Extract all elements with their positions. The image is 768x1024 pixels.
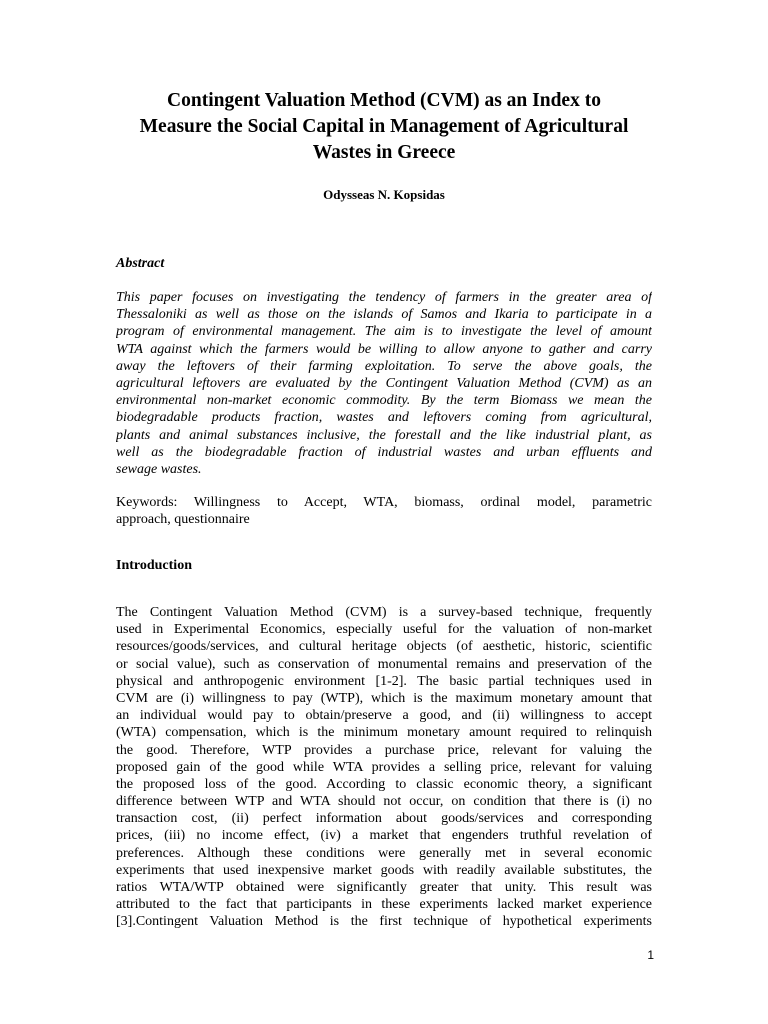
introduction-line: resources/goods/services, and cultural heritage objects (of aesthetic, historic, scientific [116,639,652,655]
introduction-line: The Contingent Valuation Method (CVM) is a survey-based technique, frequently [116,605,652,620]
introduction-line: or social value), such as conservation of monumental remains and preservation of the [116,656,652,672]
introduction-heading: Introduction [116,558,192,573]
keywords [116,494,652,528]
title-line: Contingent Valuation Method (CVM) as an Index to [167,90,601,111]
introduction-line: prices, (iii) no income effect, (iv) a market that engenders truthful revelation of [116,828,652,844]
abstract-body [116,289,652,478]
introduction-line: proposed gain of the good while WTA provides a selling price, relevant for valuing [116,759,652,775]
introduction-line: the proposed loss of the good. According to classic economic theory, a significant [116,776,652,792]
abstract-line: away the leftovers of their farming exploitation. To serve the above goals, the [116,358,652,374]
title-line: Wastes in Greece [312,142,456,163]
introduction-line: CVM are (i) willingness to pay (WTP), which is the maximum monetary amount that [116,690,652,706]
introduction-line: experiments that used inexpensive market goods with readily available substitutes, the [116,862,652,878]
introduction-line: (WTA) compensation, which is the minimum monetary amount required to relinquish [116,725,652,741]
abstract-line: WTA against which the farmers would be willing to allow anyone to gather and carry [116,341,652,357]
abstract-line: program of environmental management. The aim is to investigate the level of amount [116,324,652,340]
keywords-line: approach, questionnaire [116,512,250,528]
abstract-line: agricultural leftovers are evaluated by the Contingent Valuation Method (CVM) as an [116,375,652,391]
abstract-line: plants and animal substances inclusive, the forestall and the like industrial plant, as [116,427,652,443]
title-line: Measure the Social Capital in Management of Agricultural [139,116,629,137]
introduction-line: ratios WTA/WTP obtained were significantly greater that unity. This result was [116,880,652,895]
introduction-line: preferences. Although these conditions were generally met in several economic [116,845,652,861]
abstract-heading: Abstract [116,256,165,271]
introduction-body [116,604,652,931]
introduction-line: the good. Therefore, WTP provides a purchase price, relevant for valuing the [116,742,652,758]
keywords-line: Keywords: Willingness to Accept, WTA, biomass, ordinal model, parametric [116,495,652,510]
introduction-line: physical and anthropogenic environment [1-2]. The basic partial techniques used in [116,673,652,689]
abstract-line: sewage wastes. [116,461,202,477]
paper-title [100,88,668,166]
page-number: 1 [647,948,654,962]
introduction-line: an individual would pay to obtain/preserve a good, and (ii) willingness to accept [116,708,652,724]
abstract-line: Thessaloniki as well as those on the islands of Samos and Ikaria to participate in a [116,307,652,323]
author-name: Odysseas N. Kopsidas [323,187,445,202]
introduction-line: used in Experimental Economics, especially useful for the valuation of non-market [116,622,652,638]
abstract-line: This paper focuses on investigating the tendency of farmers in the greater area of [116,290,652,305]
introduction-line: attributed to the fact that participants in these experiments lacked market experience [116,897,652,913]
introduction-line: transaction cost, (ii) perfect information about goods/services and corresponding [116,811,652,827]
abstract-line: biodegradable products fraction, wastes and leftovers coming from agricultural, [116,410,652,426]
introduction-line: difference between WTP and WTA should not occur, on condition that there is (i) no [116,794,652,810]
abstract-line: environmental non-market economic commodity. By the term Biomass we mean the [116,393,652,409]
introduction-line: [3].Contingent Valuation Method is the first technique of hypothetical experiments [116,914,652,930]
abstract-line: well as the biodegradable fraction of industrial wastes and urban effluents and [116,444,652,460]
